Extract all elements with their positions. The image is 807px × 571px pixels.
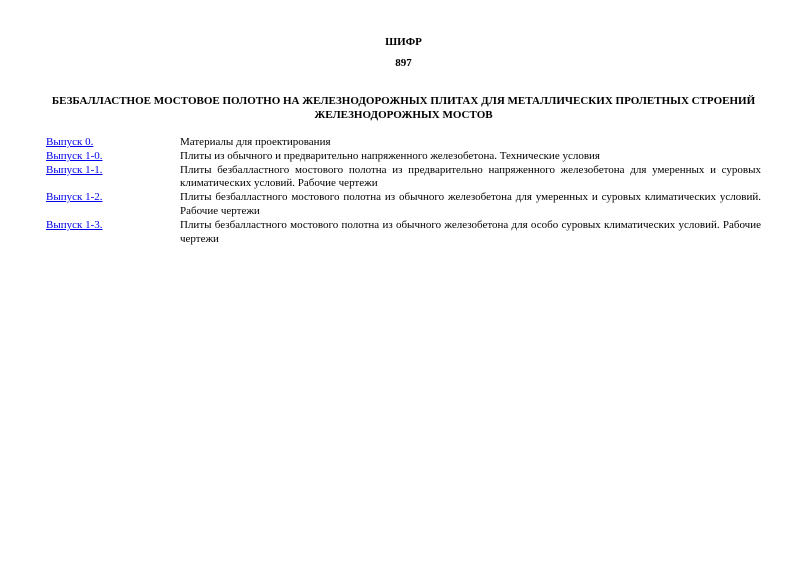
issue-row (46, 191, 761, 219)
issue-description: Плиты безбалластного мостового полотна из обычного железобетона для умеренных и суровых климатических условий. Рабочие чертежи (180, 191, 761, 217)
issue-row (46, 164, 761, 192)
issue-row (46, 136, 761, 150)
document-title: БЕЗБАЛЛАСТНОЕ МОСТОВОЕ ПОЛОТНО НА ЖЕЛЕЗНОДОРОЖНЫХ ПЛИТАХ ДЛЯ МЕТАЛЛИЧЕСКИХ ПРОЛЕТНЫХ СТРОЕНИЙ ЖЕЛЕЗНОДОРОЖНЫХ МОСТОВ (51, 95, 756, 121)
issue-link-0[interactable]: Выпуск 0. (46, 136, 94, 148)
issue-description: Плиты безбалластного мостового полотна из обычного железобетона для особо суровых климатических условий. Рабочие чертежи (180, 218, 761, 245)
issue-row (46, 150, 761, 164)
issue-description: Материалы для проектирования (180, 136, 331, 148)
issue-link-1-1[interactable]: Выпуск 1-1. (46, 163, 103, 176)
cipher-label: ШИФР (385, 36, 422, 48)
issue-description: Плиты безбалластного мостового полотна из предварительно напряженного железобетона для умеренных и суровых климатических условий. Рабочие чертежи (180, 163, 761, 190)
issue-link-1-3[interactable]: Выпуск 1-3. (46, 218, 103, 231)
issue-description: Плиты из обычного и предварительно напряженного железобетона. Технические условия (180, 149, 600, 162)
issue-link-1-0[interactable]: Выпуск 1-0. (46, 149, 103, 162)
issue-link-1-2[interactable]: Выпуск 1-2. (46, 191, 103, 204)
cipher-number: 897 (395, 57, 412, 69)
issues-list (46, 136, 761, 246)
issue-row (46, 219, 761, 247)
